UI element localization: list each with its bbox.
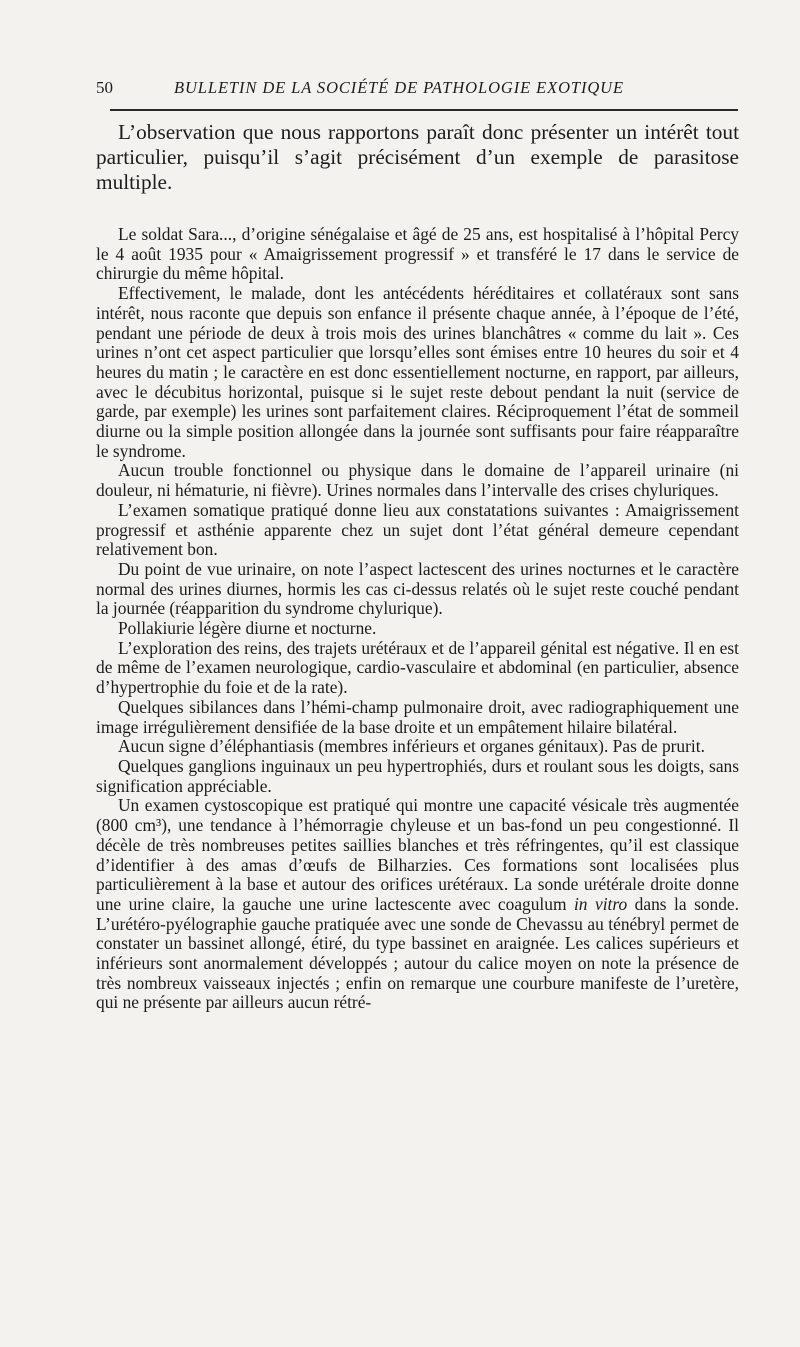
intro-paragraph: L’observation que nous rapportons paraît donc présenter un intérêt tout particulier, puisqu’il s’agit précisément d’un exemple de parasitose multiple. — [96, 120, 739, 194]
paragraph-elephantiasis: Aucun signe d’éléphantiasis (membres inférieurs et organes génitaux). Pas de prurit. — [118, 736, 705, 757]
paragraph-pollakiuria: Pollakiurie légère diurne et nocturne. — [118, 618, 377, 639]
page-header — [96, 76, 739, 102]
running-title: BULLETIN DE LA SOCIÉTÉ DE PATHOLOGIE EXOTIQUE — [174, 78, 624, 97]
page-number: 50 — [96, 78, 113, 97]
paragraph-history: Effectivement, le malade, dont les antécédents héréditaires et collatéraux sont sans intérêt, nous raconte que depuis son enfance il présente chaque année, à l’époque de l’été, pendant une période de deux à trois mois des urines blanchâtres « comme du lait ». Ces urines n’ont cet aspect particulier que lorsqu’elles sont émises entre 10 heures du soir et 4 heures du matin ; le caractère en est donc essentiellement nocturne, en rapport, par ailleurs, avec le décubitus horizontal, puisque si le sujet reste debout pendant la nuit (service de garde, par exemple) les urines sont parfaitement claires. Réciproquement l’état de sommeil diurne ou la simple position allongée dans la journée sont suffisants pour faire réapparaître le syndrome. — [96, 283, 739, 461]
cystoscopy-text-part-1: Un examen cystoscopique est pratiqué qui montre une capacité vésicale très augmentée (800 cm³), une tendance à l’hémorragie chyleuse et un bas-fond un peu congestionné. Il décèle de très nombreuses petites saillies blanches et très réfringentes, qu’il est classique d’identifier à des amas d’œufs de Bilharzies. Ces formations sont localisées plus particulièrement à la base et autour des orifices urétéraux. La sonde urétérale droite donne une urine claire, la gauche une urine lactescente avec coagulum — [96, 795, 739, 914]
paragraph-ganglions: Quelques ganglions inguinaux un peu hypertrophiés, durs et roulant sous les doigts, sans signification appréciable. — [96, 755, 739, 796]
case-report-body — [96, 225, 739, 1013]
paragraph-pulmonary: Quelques sibilances dans l’hémi-champ pulmonaire droit, avec radiographiquement une image irrégulièrement densifiée de la base droite et un empâtement hilaire bilatéral. — [96, 696, 739, 737]
paragraph-cystoscopy — [96, 796, 739, 1013]
cystoscopy-text-part-2: dans la sonde. L’urétéro-pyélographie gauche pratiquée avec une sonde de Chevassu au ténébryl permet de constater un bassinet allongé, étiré, du type bassinet en araignée. Les calices supérieurs et inférieurs sont anormalement développés ; autour du calice moyen on note la présence de très nombreux vaisseaux injectés ; enfin on remarque une courbure manifeste de l’uretère, qui ne présente par ailleurs aucun rétré- — [96, 893, 739, 1013]
paragraph-urinary-function: Aucun trouble fonctionnel ou physique dans le domaine de l’appareil urinaire (ni douleur, ni hématurie, ni fièvre). Urines normales dans l’intervalle des crises chyluriques. — [96, 460, 739, 501]
paragraph-patient-admission: Le soldat Sara..., d’origine sénégalaise et âgé de 25 ans, est hospitalisé à l’hôpital Percy le 4 août 1935 pour « Amaigrissement progressif » et transféré le 17 dans le service de chirurgie du même hôpital. — [96, 224, 739, 284]
paragraph-urinary-findings: Du point de vue urinaire, on note l’aspect lactescent des urines nocturnes et le caractère normal des urines diurnes, hormis les cas ci-dessus relatés où le sujet reste couché pendant la journée (réapparition du syndrome chylurique). — [96, 558, 739, 619]
paragraph-exploration: L’exploration des reins, des trajets urétéraux et de l’appareil génital est négative. Il en est de même de l’examen neurologique, cardio-vasculaire et abdominal (en particulier, absence d’hypertrophie du foie et de la rate). — [96, 637, 739, 698]
header-rule — [110, 109, 738, 111]
paragraph-somatic-exam: L’examen somatique pratiqué donne lieu aux constatations suivantes : Amaigrissement progressif et asthénie apparente chez un sujet dont l’état général demeure cependant relativement bon. — [96, 499, 739, 560]
cystoscopy-in-vitro: in vitro — [573, 893, 628, 914]
